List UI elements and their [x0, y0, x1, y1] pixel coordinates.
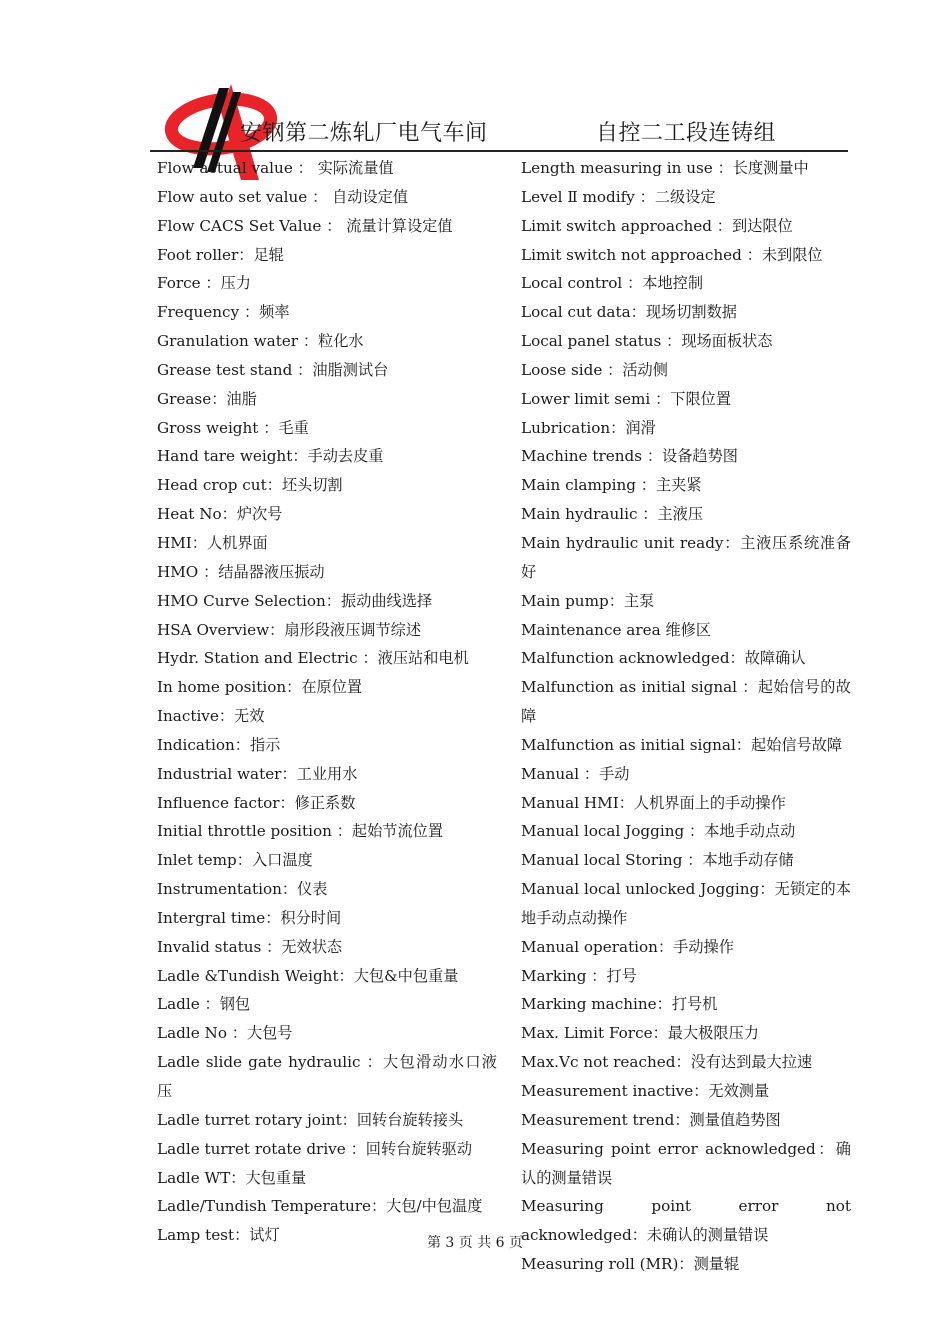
glossary-entry: Influence factor：修正系数 — [157, 793, 356, 812]
glossary-entry: Indication：指示 — [157, 735, 281, 754]
glossary-entry: HMI：人机界面 — [157, 533, 268, 552]
glossary-entry: Lubrication：润滑 — [521, 418, 656, 437]
glossary-entry: Ladle turret rotary joint：回转台旋转接头 — [157, 1110, 464, 1129]
glossary-entry: Measuring point error not acknowledged：未确认的测量错误 — [521, 1197, 851, 1245]
glossary-entry: Marking machine：打号机 — [521, 995, 718, 1014]
glossary-entry: Manual ：手动 — [521, 764, 630, 783]
glossary-entry: Maintenance area 维修区 — [521, 620, 712, 639]
glossary-entry: Ladle ：钢包 — [157, 995, 251, 1014]
glossary-entry: Head crop cut：坯头切割 — [157, 476, 343, 495]
glossary-entry: Malfunction as initial signal：起始信号故障 — [521, 735, 843, 754]
glossary-entry: Flow actual value ： 实际流量值 — [157, 159, 394, 177]
glossary-entry: Force ：压力 — [157, 274, 251, 293]
glossary-entry: Machine trends ：设备趋势图 — [521, 447, 738, 466]
glossary-entry: Marking ：打号 — [521, 966, 637, 985]
page-header — [150, 116, 848, 152]
glossary-entry: Inactive：无效 — [157, 707, 265, 726]
glossary-entry: Gross weight ：毛重 — [157, 418, 309, 437]
glossary-entry: Hand tare weight：手动去皮重 — [157, 447, 384, 466]
glossary-entry: Grease：油脂 — [157, 389, 257, 408]
header-right-title: 自控二工段连铸组 — [596, 121, 777, 146]
glossary-entry: In home position：在原位置 — [157, 678, 363, 697]
glossary-entry: Manual HMI：人机界面上的手动操作 — [521, 793, 786, 812]
glossary-entry: Ladle slide gate hydraulic ：大包滑动水口液压 — [157, 1053, 497, 1100]
glossary-left-column — [157, 154, 497, 1250]
glossary-entry: Measuring point error acknowledged：确认的测量错误 — [521, 1139, 851, 1187]
glossary-entry: Inlet temp：入口温度 — [157, 851, 313, 870]
glossary-entry: Lower limit semi ：下限位置 — [521, 389, 732, 408]
glossary-entry: Measuring roll (MR)：测量辊 — [521, 1255, 740, 1274]
glossary-entry: Manual operation：手动操作 — [521, 937, 734, 956]
glossary-entry: Foot roller：足辊 — [157, 245, 284, 264]
glossary-entry: Initial throttle position ：起始节流位置 — [157, 822, 444, 841]
glossary-entry: Granulation water ：粒化水 — [157, 332, 364, 351]
glossary-entry: Max. Limit Force：最大极限压力 — [521, 1024, 759, 1043]
glossary-entry: Malfunction acknowledged：故障确认 — [521, 649, 806, 668]
glossary-entry: Invalid status ：无效状态 — [157, 937, 343, 956]
glossary-entry: Limit switch approached ：到达限位 — [521, 216, 793, 235]
glossary-entry: Main clamping ：主夹紧 — [521, 476, 702, 495]
glossary-entry: Industrial water：工业用水 — [157, 764, 358, 783]
glossary-entry: Ladle turret rotate drive ：回转台旋转驱动 — [157, 1139, 473, 1158]
glossary-entry: Instrumentation：仪表 — [157, 880, 328, 899]
glossary-entry: Flow CACS Set Value ： 流量计算设定值 — [157, 216, 453, 235]
glossary-entry: Grease test stand ：油脂测试台 — [157, 360, 389, 379]
page-footer: 第 3 页 共 6 页 — [426, 1235, 524, 1251]
glossary-entry: Manual local unlocked Jogging：无锁定的本地手动点动操作 — [521, 880, 851, 927]
glossary-entry: Manual local Jogging ：本地手动点动 — [521, 822, 796, 841]
glossary-entry: Lamp test：试灯 — [157, 1226, 280, 1245]
glossary-entry: HMO ：结晶器液压振动 — [157, 562, 325, 581]
glossary-entry: Level Ⅱ modify ：二级设定 — [521, 187, 716, 206]
glossary-entry: Length measuring in use ：长度测量中 — [521, 159, 809, 177]
glossary-entry: Local cut data：现场切割数据 — [521, 303, 737, 322]
glossary-entry: Loose side ：活动侧 — [521, 360, 668, 379]
glossary-entry: Limit switch not approached ：未到限位 — [521, 245, 823, 264]
glossary-entry: Main hydraulic ：主液压 — [521, 505, 704, 524]
glossary-entry: Heat No：炉次号 — [157, 505, 283, 524]
glossary-entry: Malfunction as initial signal ：起始信号的故障 — [521, 678, 851, 726]
glossary-right-column — [521, 154, 851, 1279]
glossary-entry: Local panel status ：现场面板状态 — [521, 332, 773, 351]
header-left-title: 安钢第二炼轧厂电气车间 — [240, 121, 488, 146]
glossary-entry: Flow auto set value ： 自动设定值 — [157, 187, 409, 206]
glossary-entry: Manual local Storing ：本地手动存储 — [521, 851, 794, 870]
glossary-entry: Measurement inactive：无效测量 — [521, 1082, 770, 1100]
glossary-entry: Ladle/Tundish Temperature：大包/中包温度 — [157, 1197, 483, 1216]
glossary-entry: Intergral time：积分时间 — [157, 908, 342, 927]
glossary-entry: Ladle WT：大包重量 — [157, 1168, 307, 1187]
glossary-entry: Ladle No ：大包号 — [157, 1024, 293, 1043]
glossary-entry: Measurement trend：测量值趋势图 — [521, 1110, 781, 1129]
glossary-entry: Ladle &Tundish Weight：大包&中包重量 — [157, 966, 459, 985]
glossary-entry: Max.Vc not reached：没有达到最大拉速 — [521, 1053, 813, 1072]
glossary-entry: Main hydraulic unit ready：主液压系统准备好 — [521, 533, 851, 581]
glossary-entry: Frequency ：频率 — [157, 303, 290, 322]
glossary-entry: Main pump：主泵 — [521, 591, 655, 610]
glossary-entry: Local control ：本地控制 — [521, 274, 704, 293]
glossary-entry: HMO Curve Selection：振动曲线选择 — [157, 591, 433, 610]
glossary-entry: HSA Overview：扇形段液压调节综述 — [157, 620, 422, 639]
glossary-entry: Hydr. Station and Electric ：液压站和电机 — [157, 649, 469, 668]
